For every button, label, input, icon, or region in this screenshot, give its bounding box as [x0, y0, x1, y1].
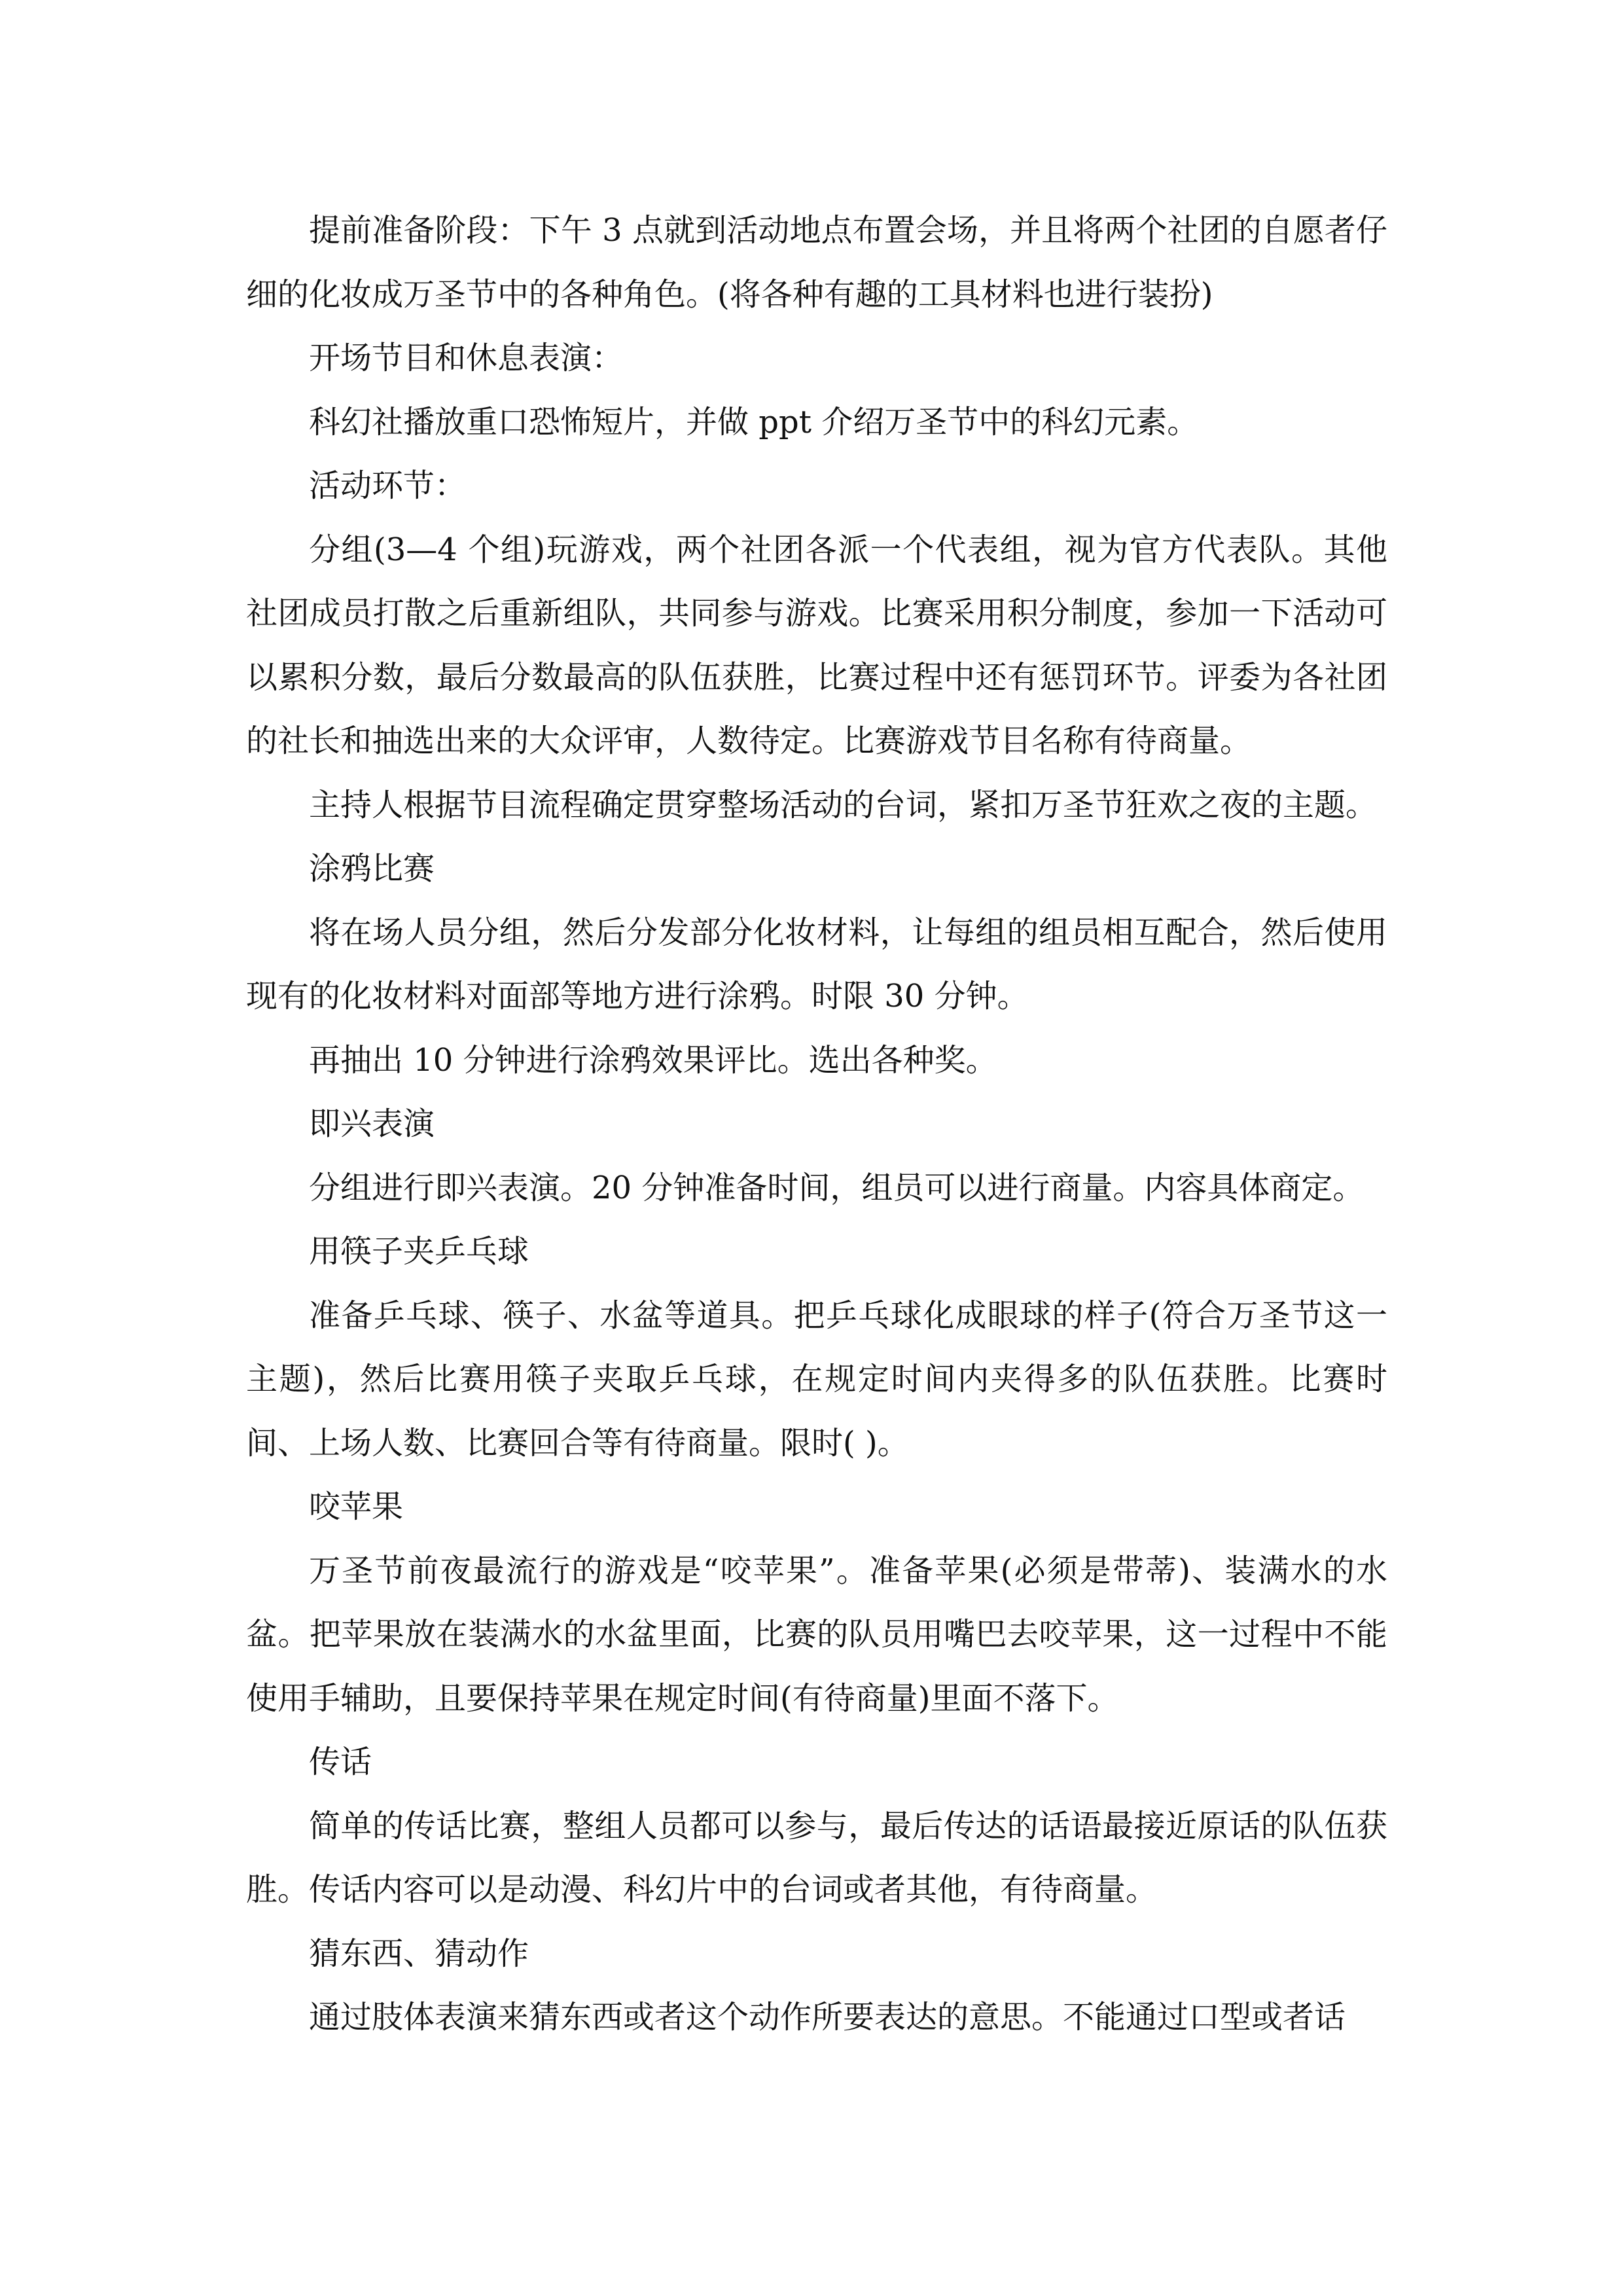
paragraph-host-script: 主持人根据节目流程确定贯穿整场活动的台词，紧扣万圣节狂欢之夜的主题。: [309, 786, 1378, 823]
document-body: [246, 199, 1387, 2050]
paragraph-telephone-rules: 简单的传话比赛，整组人员都可以参与，最后传达的话语最接近原话的队伍获胜。传话内容可以是动漫、科幻片中的台词或者其他，有待商量。: [246, 1807, 1387, 1908]
heading-chopsticks-pingpong: 用筷子夹乒乓球: [309, 1233, 529, 1270]
heading-bobbing-apples: 咬苹果: [309, 1488, 404, 1525]
paragraph-charades-rules: 通过肢体表演来猜东西或者这个动作所要表达的意思。不能通过口型或者话: [309, 1999, 1346, 2036]
paragraph-apples-rules: 万圣节前夜最流行的游戏是“咬苹果”。准备苹果(必须是带蒂)、装满水的水盆。把苹果放在装满水的水盆里面，比赛的队员用嘴巴去咬苹果，这一过程中不能使用手辅助，且要保持苹果在规定时间(有待商量)里面不落下。: [246, 1552, 1387, 1717]
heading-opening-show: 开场节目和休息表演：: [309, 340, 624, 376]
paragraph-improv-rules: 分组进行即兴表演。20 分钟准备时间，组员可以进行商量。内容具体商定。: [309, 1169, 1364, 1206]
heading-activities: 活动环节：: [309, 467, 467, 504]
paragraph-grouping-rules: 分组(3—4 个组)玩游戏，两个社团各派一个代表组，视为官方代表队。其他社团成员打散之后重新组队，共同参与游戏。比赛采用积分制度，参加一下活动可以累积分数，最后分数最高的队伍获胜，比赛过程中还有惩罚环节。评委为各社团的社长和抽选出来的大众评审，人数待定。比赛游戏节目名称有待商量。: [246, 531, 1387, 759]
paragraph-scifi-club: 科幻社播放重口恐怖短片，并做 ppt 介绍万圣节中的科幻元素。: [309, 403, 1199, 440]
paragraph-chopsticks-rules: 准备乒乓球、筷子、水盆等道具。把乒乓球化成眼球的样子(符合万圣节这一主题)，然后比赛用筷子夹取乒乓球，在规定时间内夹得多的队伍获胜。比赛时间、上场人数、比赛回合等有待商量。限时( )。: [246, 1297, 1387, 1462]
heading-graffiti-contest: 涂鸦比赛: [309, 850, 435, 887]
heading-improv: 即兴表演: [309, 1105, 435, 1142]
heading-charades: 猜东西、猜动作: [309, 1935, 529, 1972]
paragraph-graffiti-judging: 再抽出 10 分钟进行涂鸦效果评比。选出各种奖。: [309, 1041, 997, 1079]
paragraph-graffiti-rules: 将在场人员分组，然后分发部分化妆材料，让每组的组员相互配合，然后使用现有的化妆材料对面部等地方进行涂鸦。时限 30 分钟。: [246, 914, 1387, 1014]
heading-telephone-game: 传话: [309, 1744, 372, 1780]
paragraph-preparation: 提前准备阶段：下午 3 点就到活动地点布置会场，并且将两个社团的自愿者仔细的化妆成万圣节中的各种角色。(将各种有趣的工具材料也进行装扮): [246, 212, 1387, 313]
